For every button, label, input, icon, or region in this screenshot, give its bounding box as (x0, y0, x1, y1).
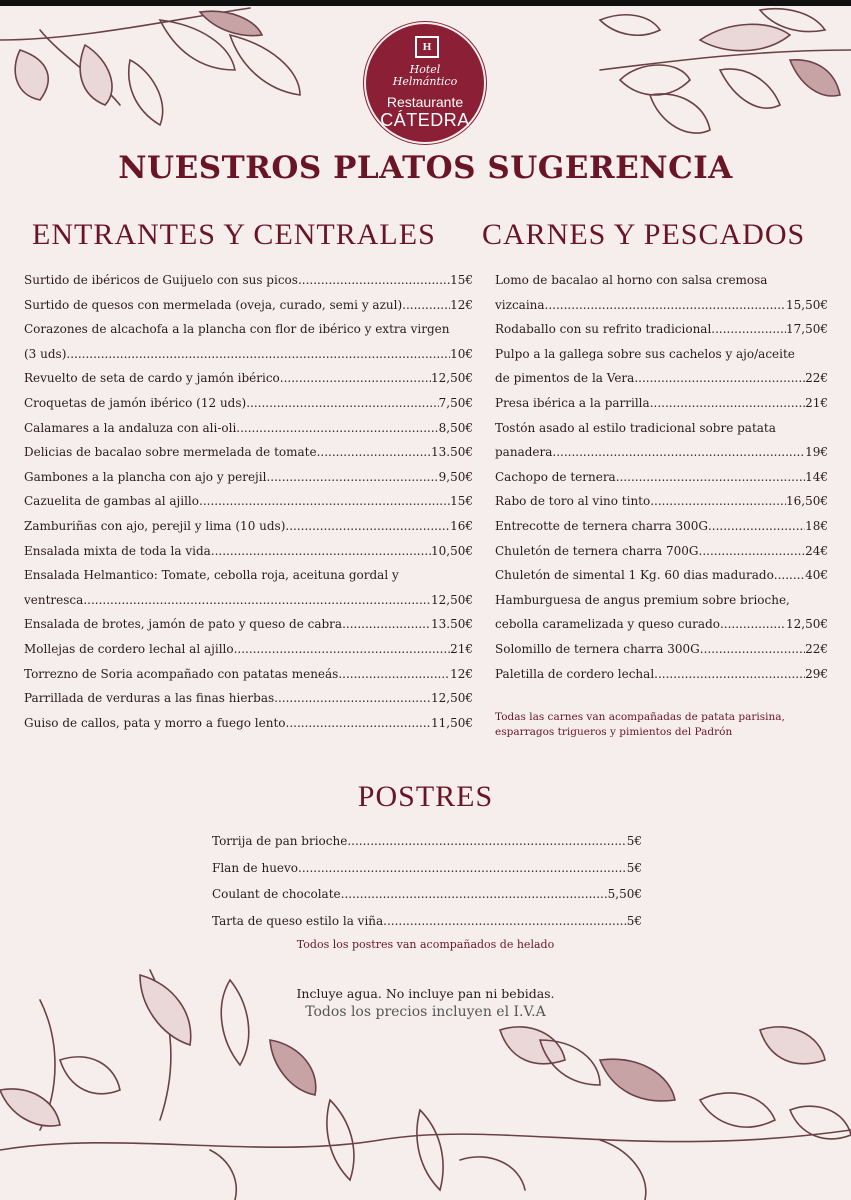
menu-item-price: 12,50€ (431, 691, 473, 706)
menu-item-name: Hamburguesa de angus premium sobre brioche, (495, 592, 790, 607)
leader-dots (700, 637, 805, 662)
leader-dots (83, 588, 431, 613)
menu-item-name: ventresca (24, 592, 84, 607)
footer-iva: Todos los precios incluyen el I.V.A (305, 1004, 546, 1020)
menu-item-name: Corazones de alcachofa a la plancha con flor de ibérico y extra virgen (24, 322, 450, 337)
menu-item (24, 711, 473, 736)
menu-item (495, 489, 828, 514)
menu-item-name: cebolla caramelizada y queso curado (495, 617, 720, 632)
menu-item (495, 342, 828, 367)
postres-list (212, 828, 642, 934)
leader-dots (654, 662, 805, 687)
menu-item (495, 416, 828, 441)
menu-item-price: 11,50€ (431, 715, 473, 730)
menu-item-name: Surtido de quesos con mermelada (oveja, curado, semi y azul) (24, 297, 403, 312)
menu-item-name: Ensalada de brotes, jamón de pato y queso de cabra (24, 617, 343, 632)
menu-item (495, 293, 828, 318)
leader-dots (246, 391, 438, 416)
menu-item-name: Ensalada mixta de toda la vida (24, 543, 211, 558)
menu-item-name: (3 uds) (24, 346, 67, 361)
menu-item (495, 539, 828, 564)
menu-item-price: 13.50€ (431, 445, 473, 460)
logo-monogram: H (415, 36, 439, 58)
leader-dots (347, 828, 626, 855)
menu-item-name: de pimentos de la Vera (495, 371, 635, 386)
menu-item-price: 21€ (805, 395, 828, 410)
menu-item-price: 5€ (626, 834, 642, 848)
menu-item-price: 7,50€ (438, 395, 473, 410)
menu-item-name: Parrillada de verduras a las finas hierbas (24, 691, 275, 706)
menu-item-price: 10,50€ (431, 543, 473, 558)
menu-item (495, 366, 828, 391)
menu-item (24, 686, 473, 711)
heading-carnes: CARNES Y PESCADOS (482, 218, 806, 251)
leader-dots (236, 416, 438, 441)
leader-dots (341, 881, 608, 908)
menu-item (495, 637, 828, 662)
menu-item-price: 15€ (450, 273, 473, 287)
menu-item-name: Tarta de queso estilo la viña (212, 913, 384, 928)
menu-item-name: Flan de huevo (212, 860, 299, 875)
page-title: NUESTROS PLATOS SUGERENCIA (118, 150, 733, 186)
menu-item-name: Revuelto de seta de cardo y jamón ibérico (24, 371, 280, 386)
menu-item-price: 22€ (805, 371, 828, 386)
menu-item (495, 662, 828, 687)
branch-bottom (0, 1130, 851, 1150)
leader-dots (317, 440, 431, 465)
menu-item-price: 9,50€ (438, 469, 473, 484)
menu-item-name: Calamares a la andaluza con ali-oli (24, 420, 237, 435)
leader-dots (720, 612, 786, 637)
leader-dots (338, 662, 450, 687)
menu-item-name: Chuletón de simental 1 Kg. 60 dias madurado (495, 568, 774, 583)
menu-item-price: 17,50€ (786, 322, 828, 337)
menu-item-name: Ensalada Helmantico: Tomate, cebolla roja, aceituna gordal y (24, 568, 399, 583)
menu-item-price: 12€ (450, 666, 473, 681)
menu-item (495, 440, 828, 465)
menu-item-price: 18€ (805, 518, 828, 533)
menu-item-price: 15,50€ (786, 297, 828, 312)
leader-dots (298, 268, 450, 293)
menu-item-name: Guiso de callos, pata y morro a fuego lento (24, 715, 286, 730)
menu-item (212, 828, 642, 855)
heading-postres: POSTRES (357, 780, 494, 813)
menu-item (24, 342, 473, 367)
menu-item-price: 12,50€ (431, 592, 473, 607)
menu-item-name: Lomo de bacalao al horno con salsa cremosa (495, 273, 768, 287)
menu-item-name: Cazuelita de gambas al ajillo (24, 494, 199, 509)
menu-item-name: Gambones a la plancha con ajo y perejil (24, 469, 267, 484)
menu-item (24, 465, 473, 490)
menu-item-name: Delicias de bacalao sobre mermelada de tomate (24, 445, 317, 460)
menu-item-price: 21€ (450, 641, 473, 656)
menu-item-name: Solomillo de ternera charra 300G (495, 641, 700, 656)
menu-item (495, 612, 828, 637)
menu-item (24, 489, 473, 514)
heading-entrantes: ENTRANTES Y CENTRALES (32, 218, 436, 251)
menu-item-name: Entrecotte de ternera charra 300G (495, 518, 708, 533)
leader-dots (211, 539, 431, 564)
carnes-note-1: Todas las carnes van acompañadas de patata parisina, (495, 711, 785, 723)
entrantes-list (24, 268, 473, 735)
restaurant-logo (366, 24, 484, 142)
menu-item (24, 268, 473, 293)
menu-item-price: 14€ (805, 469, 828, 484)
leader-dots (402, 293, 450, 318)
menu-item (24, 514, 473, 539)
leader-dots (266, 465, 438, 490)
menu-item (212, 881, 642, 908)
leader-dots (285, 514, 450, 539)
leader-dots (552, 440, 805, 465)
leader-dots (634, 366, 805, 391)
leader-dots (774, 563, 805, 588)
menu-item-price: 16,50€ (786, 494, 828, 509)
footer-includes: Incluye agua. No incluye pan ni bebidas. (296, 986, 555, 1001)
menu-item-price: 13.50€ (431, 617, 473, 632)
menu-item-name: Coulant de chocolate (212, 887, 341, 901)
menu-item-name: Surtido de ibéricos de Guijuelo con sus picos (24, 273, 298, 287)
menu-item-name: Torrezno de Soria acompañado con patatas meneás (24, 666, 339, 681)
menu-item (495, 317, 828, 342)
leader-dots (298, 855, 627, 882)
menu-item-name: Cachopo de ternera (495, 469, 616, 484)
menu-item-name: Paletilla de cordero lechal (495, 666, 655, 681)
menu-item-price: 19€ (805, 445, 828, 460)
menu-item-price: 15€ (450, 494, 473, 509)
menu-item-price: 5,50€ (607, 887, 642, 901)
logo-line-helmantico: Helmántico (392, 75, 458, 88)
menu-item (24, 366, 473, 391)
leader-dots (650, 489, 786, 514)
menu-item (24, 293, 473, 318)
leader-dots (342, 612, 431, 637)
leader-dots (545, 293, 786, 318)
logo-line-catedra: CÁTEDRA (380, 110, 470, 130)
menu-item-name: Zamburiñas con ajo, perejil y lima (10 uds) (24, 518, 286, 533)
menu-item (495, 391, 828, 416)
postres-note: Todos los postres van acompañados de helado (296, 938, 555, 951)
leader-dots (274, 686, 431, 711)
menu-item (24, 539, 473, 564)
menu-item-name: Croquetas de jamón ibérico (12 uds) (24, 395, 247, 410)
menu-item (24, 391, 473, 416)
leader-dots (699, 539, 806, 564)
menu-item (24, 662, 473, 687)
menu-item (24, 317, 473, 342)
menu-item (24, 440, 473, 465)
menu-item (24, 612, 473, 637)
menu-item (495, 588, 828, 613)
leader-dots (280, 366, 431, 391)
menu-item (24, 588, 473, 613)
carnes-note-2: esparragos trigueros y pimientos del Padrón (495, 726, 733, 738)
menu-item-price: 8,50€ (438, 420, 473, 435)
menu-item (495, 514, 828, 539)
leader-dots (616, 465, 805, 490)
menu-item-price: 10€ (450, 346, 473, 361)
menu-item-name: Rodaballo con su refrito tradicional (495, 322, 712, 337)
menu-item (495, 465, 828, 490)
menu-item-name: Pulpo a la gallega sobre sus cachelos y ajo/aceite (495, 346, 795, 361)
leader-dots (286, 711, 431, 736)
leader-dots (383, 908, 627, 935)
leader-dots (708, 514, 805, 539)
menu-item-name: Presa ibérica a la parrilla (495, 395, 650, 410)
menu-item-name: Mollejas de cordero lechal al ajillo (24, 641, 234, 656)
menu-item-price: 16€ (450, 518, 473, 533)
menu-item-name: Rabo de toro al vino tinto (495, 494, 651, 509)
menu-item-name: panadera (495, 445, 553, 460)
menu-item (495, 268, 828, 293)
menu-item-price: 12,50€ (786, 617, 828, 632)
menu-item-name: Chuletón de ternera charra 700G (495, 543, 699, 558)
menu-item (495, 563, 828, 588)
menu-item-price: 40€ (805, 568, 828, 583)
menu-item-name: Tostón asado al estilo tradicional sobre patata (495, 420, 776, 435)
menu-item-price: 5€ (626, 860, 642, 875)
leader-dots (234, 637, 451, 662)
menu-item (24, 563, 473, 588)
menu-item-name: Torrija de pan brioche (212, 834, 348, 848)
menu-item (212, 908, 642, 935)
menu-item (24, 416, 473, 441)
leader-dots (66, 342, 450, 367)
leader-dots (199, 489, 450, 514)
menu-item-price: 12€ (450, 297, 473, 312)
menu-item (24, 637, 473, 662)
leader-dots (711, 317, 786, 342)
menu-item-price: 29€ (805, 666, 828, 681)
carnes-list (495, 268, 828, 686)
menu-item (212, 855, 642, 882)
logo-line-hotel: Hotel (409, 63, 441, 76)
menu-item-price: 24€ (805, 543, 828, 558)
menu-item-price: 5€ (626, 913, 642, 928)
menu-item-name: vizcaina (495, 297, 545, 312)
logo-line-restaurante: Restaurante (386, 94, 464, 110)
menu-item-price: 22€ (805, 641, 828, 656)
menu-item-price: 12,50€ (431, 371, 473, 386)
leader-dots (650, 391, 805, 416)
